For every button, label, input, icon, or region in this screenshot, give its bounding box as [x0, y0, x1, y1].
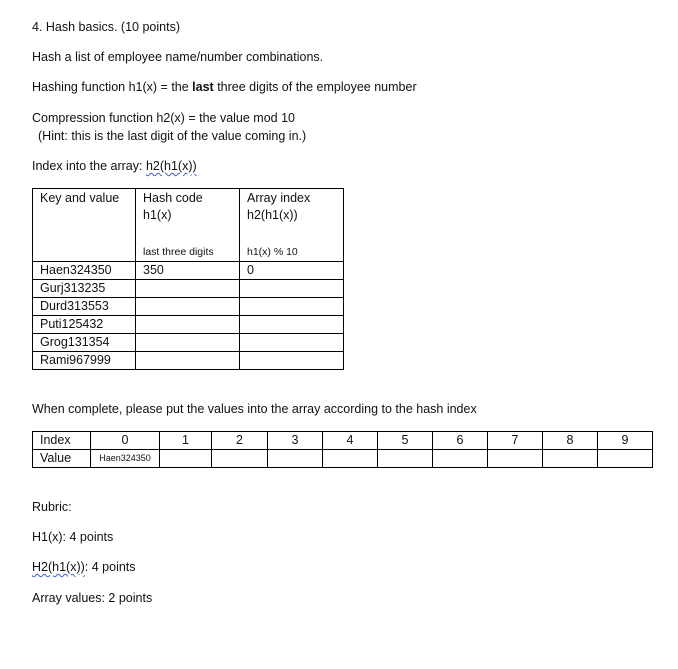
- header-hash-code: [136, 189, 240, 262]
- question-title: 4. Hash basics. (10 points): [32, 20, 180, 34]
- row-hash[interactable]: [136, 298, 240, 316]
- array-value-cell[interactable]: [212, 450, 268, 468]
- row-index[interactable]: 0: [240, 262, 344, 280]
- row-key: Gurj313235: [33, 280, 136, 298]
- compression-function-text: Compression function h2(x) = the value mod 10: [32, 111, 295, 125]
- header-index-line2: h2(h1(x)): [247, 208, 298, 222]
- array-index-row: [33, 432, 653, 450]
- array-value-cell[interactable]: [323, 450, 378, 468]
- row-key: Grog131354: [33, 334, 136, 352]
- row-index[interactable]: [240, 352, 344, 370]
- header-key-label: Key and value: [40, 191, 120, 205]
- array-index-cell: 7: [488, 432, 543, 450]
- hashing-prefix: Hashing function h1(x) = the: [32, 80, 193, 94]
- header-hash-line1: Hash code: [143, 191, 203, 205]
- rubric-h2-item: [32, 559, 136, 575]
- array-value-cell[interactable]: [160, 450, 212, 468]
- table-row: [33, 352, 344, 370]
- array-index-cell: 0: [91, 432, 160, 450]
- row-hash[interactable]: 350: [136, 262, 240, 280]
- header-index-line1: Array index: [247, 191, 311, 205]
- row-key: Rami967999: [33, 352, 136, 370]
- array-index-cell: 3: [268, 432, 323, 450]
- row-key: Durd313553: [33, 298, 136, 316]
- header-hash-sub: last three digits: [143, 246, 214, 258]
- array-value-cell[interactable]: [598, 450, 653, 468]
- array-value-cell[interactable]: [268, 450, 323, 468]
- intro-text: Hash a list of employee name/number combinations.: [32, 50, 324, 64]
- row-index[interactable]: [240, 334, 344, 352]
- rubric-array-item: Array values: 2 points: [32, 591, 153, 605]
- array-index-cell: 8: [543, 432, 598, 450]
- table-row: [33, 316, 344, 334]
- array-index-cell: 5: [378, 432, 433, 450]
- rubric-h2-suffix: : 4 points: [84, 560, 136, 574]
- array-table: [32, 431, 653, 468]
- array-index-cell: 9: [598, 432, 653, 450]
- array-index-cell: 1: [160, 432, 212, 450]
- row-hash[interactable]: [136, 316, 240, 334]
- row-key: Puti125432: [33, 316, 136, 334]
- index-prefix: Index into the array:: [32, 159, 146, 173]
- hint-text: (Hint: this is the last digit of the value coming in.): [38, 129, 307, 143]
- array-index-cell: 2: [212, 432, 268, 450]
- row-hash[interactable]: [136, 280, 240, 298]
- rubric-h2-formula: H2(h1(x)): [32, 560, 85, 574]
- header-key: [33, 189, 136, 262]
- header-index-sub: h1(x) % 10: [247, 246, 298, 258]
- index-formula-text: [32, 158, 197, 174]
- header-array-index: [240, 189, 344, 262]
- array-index-cell: 4: [323, 432, 378, 450]
- array-instruction: When complete, please put the values into the array according to the hash index: [32, 402, 477, 416]
- row-index[interactable]: [240, 280, 344, 298]
- row-index[interactable]: [240, 298, 344, 316]
- index-formula: h2(h1(x)): [145, 159, 197, 173]
- array-index-cell: 6: [433, 432, 488, 450]
- header-hash-line2: h1(x): [143, 208, 172, 222]
- array-value-cell[interactable]: [433, 450, 488, 468]
- rubric-h1-item: H1(x): 4 points: [32, 530, 114, 544]
- hashing-function-text: [32, 79, 417, 95]
- table-row: [33, 334, 344, 352]
- table-row: [33, 298, 344, 316]
- row-index[interactable]: [240, 316, 344, 334]
- table-row: [33, 280, 344, 298]
- hashing-bold-word: last: [192, 80, 214, 94]
- array-value-cell[interactable]: [488, 450, 543, 468]
- array-value-cell[interactable]: Haen324350: [91, 450, 160, 468]
- rubric-title: Rubric:: [32, 500, 72, 514]
- array-value-row: [33, 450, 653, 468]
- row-hash[interactable]: [136, 334, 240, 352]
- hash-table: [32, 188, 344, 370]
- hash-table-header-row: [33, 189, 344, 262]
- hashing-suffix: three digits of the employee number: [213, 80, 417, 94]
- array-index-label: Index: [33, 432, 91, 450]
- table-row: [33, 262, 344, 280]
- row-hash[interactable]: [136, 352, 240, 370]
- array-value-cell[interactable]: [378, 450, 433, 468]
- array-value-cell[interactable]: [543, 450, 598, 468]
- array-value-label: Value: [33, 450, 91, 468]
- row-key: Haen324350: [33, 262, 136, 280]
